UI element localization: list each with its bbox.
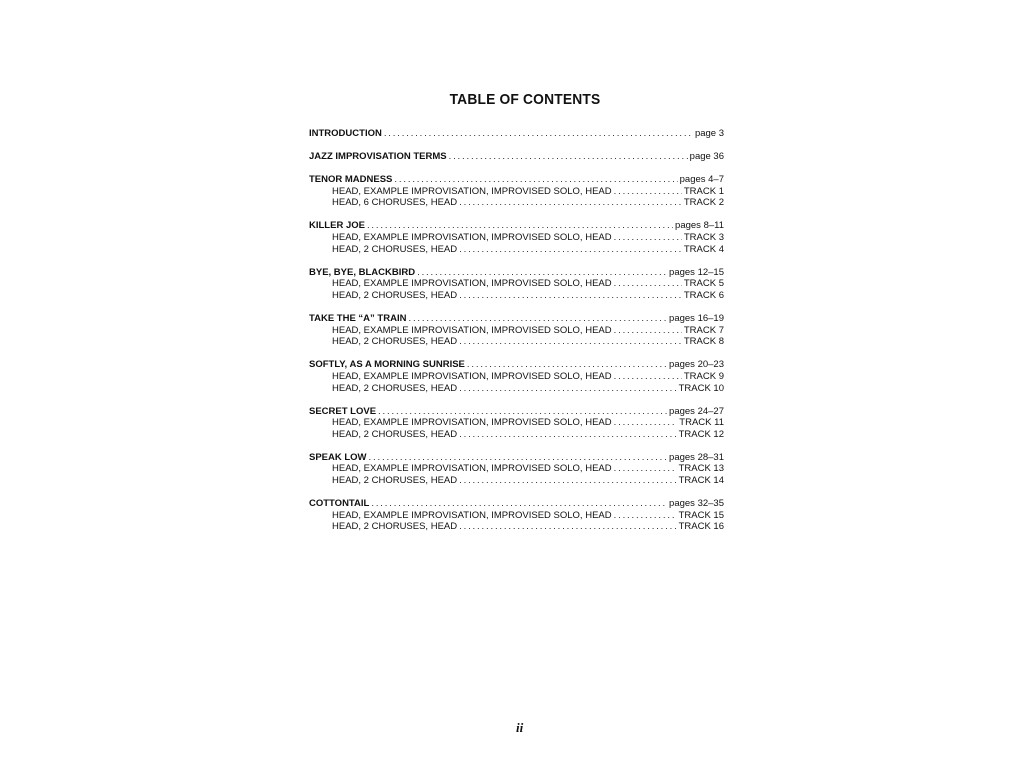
toc-section xyxy=(309,267,724,302)
track-entry-number: TRACK 2 xyxy=(683,197,724,209)
toc-entry-title: INTRODUCTION xyxy=(309,128,382,139)
dot-leader xyxy=(614,510,677,522)
dot-leader xyxy=(614,463,677,475)
toc-entry-page: pages 16–19 xyxy=(669,313,724,325)
toc-entry[interactable] xyxy=(309,128,724,140)
track-entry[interactable] xyxy=(309,417,724,429)
track-entry-number: TRACK 9 xyxy=(683,370,724,382)
track-entry-number: TRACK 6 xyxy=(683,289,724,301)
toc-entry-title: KILLER JOE xyxy=(309,220,365,232)
toc-section xyxy=(309,406,724,441)
dot-leader xyxy=(467,359,667,371)
page-number: ii xyxy=(516,720,524,735)
toc-entry-page: page 3 xyxy=(694,128,724,139)
track-entry[interactable] xyxy=(309,232,724,244)
dot-leader xyxy=(614,278,682,290)
toc-entry[interactable] xyxy=(309,406,724,418)
dot-leader xyxy=(614,325,682,337)
track-entry-number: TRACK 15 xyxy=(678,509,724,521)
track-entry-label: HEAD, EXAMPLE IMPROVISATION, IMPROVISED SOLO, HEAD xyxy=(332,370,612,382)
track-entry[interactable] xyxy=(309,371,724,383)
toc-section xyxy=(309,128,724,140)
dot-leader xyxy=(614,417,678,429)
toc-entry-page: pages 4–7 xyxy=(679,174,724,186)
track-entry-number: TRACK 4 xyxy=(683,243,724,255)
page-title: TABLE OF CONTENTS xyxy=(449,91,601,108)
dot-leader xyxy=(459,197,682,209)
toc-entry-page: pages 28–31 xyxy=(669,451,724,463)
track-entry-label: HEAD, 2 CHORUSES, HEAD xyxy=(332,475,458,487)
dot-leader xyxy=(614,186,682,198)
track-entry-label: HEAD, 6 CHORUSES, HEAD xyxy=(332,197,458,209)
track-entry-label: HEAD, 2 CHORUSES, HEAD xyxy=(332,521,458,533)
dot-leader xyxy=(378,406,667,418)
toc-entry-title: BYE, BYE, BLACKBIRD xyxy=(309,266,416,278)
dot-leader xyxy=(371,498,667,510)
track-entry-number: TRACK 13 xyxy=(678,463,724,475)
track-entry[interactable] xyxy=(309,244,724,256)
track-entry-label: HEAD, 2 CHORUSES, HEAD xyxy=(332,289,458,301)
table-of-contents xyxy=(309,128,724,544)
track-entry-number: TRACK 14 xyxy=(678,475,724,487)
toc-section xyxy=(309,220,724,255)
toc-entry[interactable] xyxy=(309,267,724,279)
track-entry[interactable] xyxy=(309,197,724,209)
toc-section xyxy=(309,452,724,487)
toc-entry-title: SECRET LOVE xyxy=(309,405,377,417)
track-entry[interactable] xyxy=(309,278,724,290)
dot-leader xyxy=(459,383,676,395)
track-entry[interactable] xyxy=(309,521,724,533)
toc-entry-title: SPEAK LOW xyxy=(309,451,367,463)
toc-entry-page: pages 20–23 xyxy=(669,359,724,371)
toc-entry[interactable] xyxy=(309,359,724,371)
toc-section xyxy=(309,313,724,348)
toc-entry[interactable] xyxy=(309,174,724,186)
track-entry-number: TRACK 11 xyxy=(679,417,724,429)
dot-leader xyxy=(614,371,682,383)
dot-leader xyxy=(367,220,673,232)
toc-entry-title: TAKE THE “A” TRAIN xyxy=(309,313,407,325)
track-entry-label: HEAD, 2 CHORUSES, HEAD xyxy=(332,336,458,348)
dot-leader xyxy=(459,336,682,348)
toc-entry-title: TENOR MADNESS xyxy=(309,174,393,186)
toc-entry-page: pages 32–35 xyxy=(669,498,724,510)
toc-entry[interactable] xyxy=(309,151,724,163)
toc-entry-title: COTTONTAIL xyxy=(309,498,370,510)
track-entry[interactable] xyxy=(309,510,724,522)
track-entry[interactable] xyxy=(309,429,724,441)
toc-entry[interactable] xyxy=(309,220,724,232)
track-entry[interactable] xyxy=(309,336,724,348)
toc-section xyxy=(309,498,724,533)
track-entry[interactable] xyxy=(309,475,724,487)
toc-entry-page: pages 24–27 xyxy=(669,405,724,417)
track-entry-label: HEAD, EXAMPLE IMPROVISATION, IMPROVISED SOLO, HEAD xyxy=(332,417,612,429)
dot-leader xyxy=(459,521,676,533)
track-entry-label: HEAD, EXAMPLE IMPROVISATION, IMPROVISED SOLO, HEAD xyxy=(332,185,612,197)
track-entry-label: HEAD, 2 CHORUSES, HEAD xyxy=(332,382,458,394)
track-entry-number: TRACK 5 xyxy=(683,278,724,290)
track-entry-number: TRACK 8 xyxy=(683,336,724,348)
track-entry[interactable] xyxy=(309,290,724,302)
track-entry-number: TRACK 12 xyxy=(678,428,724,440)
dot-leader xyxy=(369,452,668,464)
track-entry-label: HEAD, EXAMPLE IMPROVISATION, IMPROVISED SOLO, HEAD xyxy=(332,232,612,244)
dot-leader xyxy=(394,174,677,186)
toc-entry-page: page 36 xyxy=(689,151,724,163)
track-entry-number: TRACK 10 xyxy=(678,382,724,394)
dot-leader xyxy=(408,313,667,325)
track-entry[interactable] xyxy=(309,325,724,337)
toc-entry-title: JAZZ IMPROVISATION TERMS xyxy=(309,151,447,163)
toc-entry-title: SOFTLY, AS A MORNING SUNRISE xyxy=(309,359,465,371)
toc-entry-page: pages 8–11 xyxy=(675,220,724,232)
toc-section xyxy=(309,174,724,209)
track-entry-number: TRACK 16 xyxy=(678,521,724,533)
track-entry[interactable] xyxy=(309,463,724,475)
toc-entry[interactable] xyxy=(309,452,724,464)
dot-leader xyxy=(459,429,676,441)
dot-leader xyxy=(614,232,682,244)
toc-entry-page: pages 12–15 xyxy=(669,266,724,278)
dot-leader xyxy=(459,244,682,256)
track-entry-number: TRACK 3 xyxy=(683,232,724,244)
toc-entry[interactable] xyxy=(309,498,724,510)
toc-entry[interactable] xyxy=(309,313,724,325)
track-entry[interactable] xyxy=(309,383,724,395)
toc-section xyxy=(309,359,724,394)
dot-leader xyxy=(449,151,688,163)
dot-leader xyxy=(459,475,676,487)
track-entry-label: HEAD, EXAMPLE IMPROVISATION, IMPROVISED SOLO, HEAD xyxy=(332,278,612,290)
dot-leader xyxy=(459,290,682,302)
track-entry-number: TRACK 7 xyxy=(683,324,724,336)
track-entry-label: HEAD, EXAMPLE IMPROVISATION, IMPROVISED SOLO, HEAD xyxy=(332,324,612,336)
track-entry-label: HEAD, EXAMPLE IMPROVISATION, IMPROVISED SOLO, HEAD xyxy=(332,463,612,475)
track-entry-label: HEAD, 2 CHORUSES, HEAD xyxy=(332,243,458,255)
track-entry-label: HEAD, 2 CHORUSES, HEAD xyxy=(332,428,458,440)
dot-leader xyxy=(417,267,667,279)
toc-section xyxy=(309,151,724,163)
track-entry[interactable] xyxy=(309,186,724,198)
track-entry-label: HEAD, EXAMPLE IMPROVISATION, IMPROVISED SOLO, HEAD xyxy=(332,509,612,521)
dot-leader xyxy=(384,128,693,140)
track-entry-number: TRACK 1 xyxy=(683,185,724,197)
